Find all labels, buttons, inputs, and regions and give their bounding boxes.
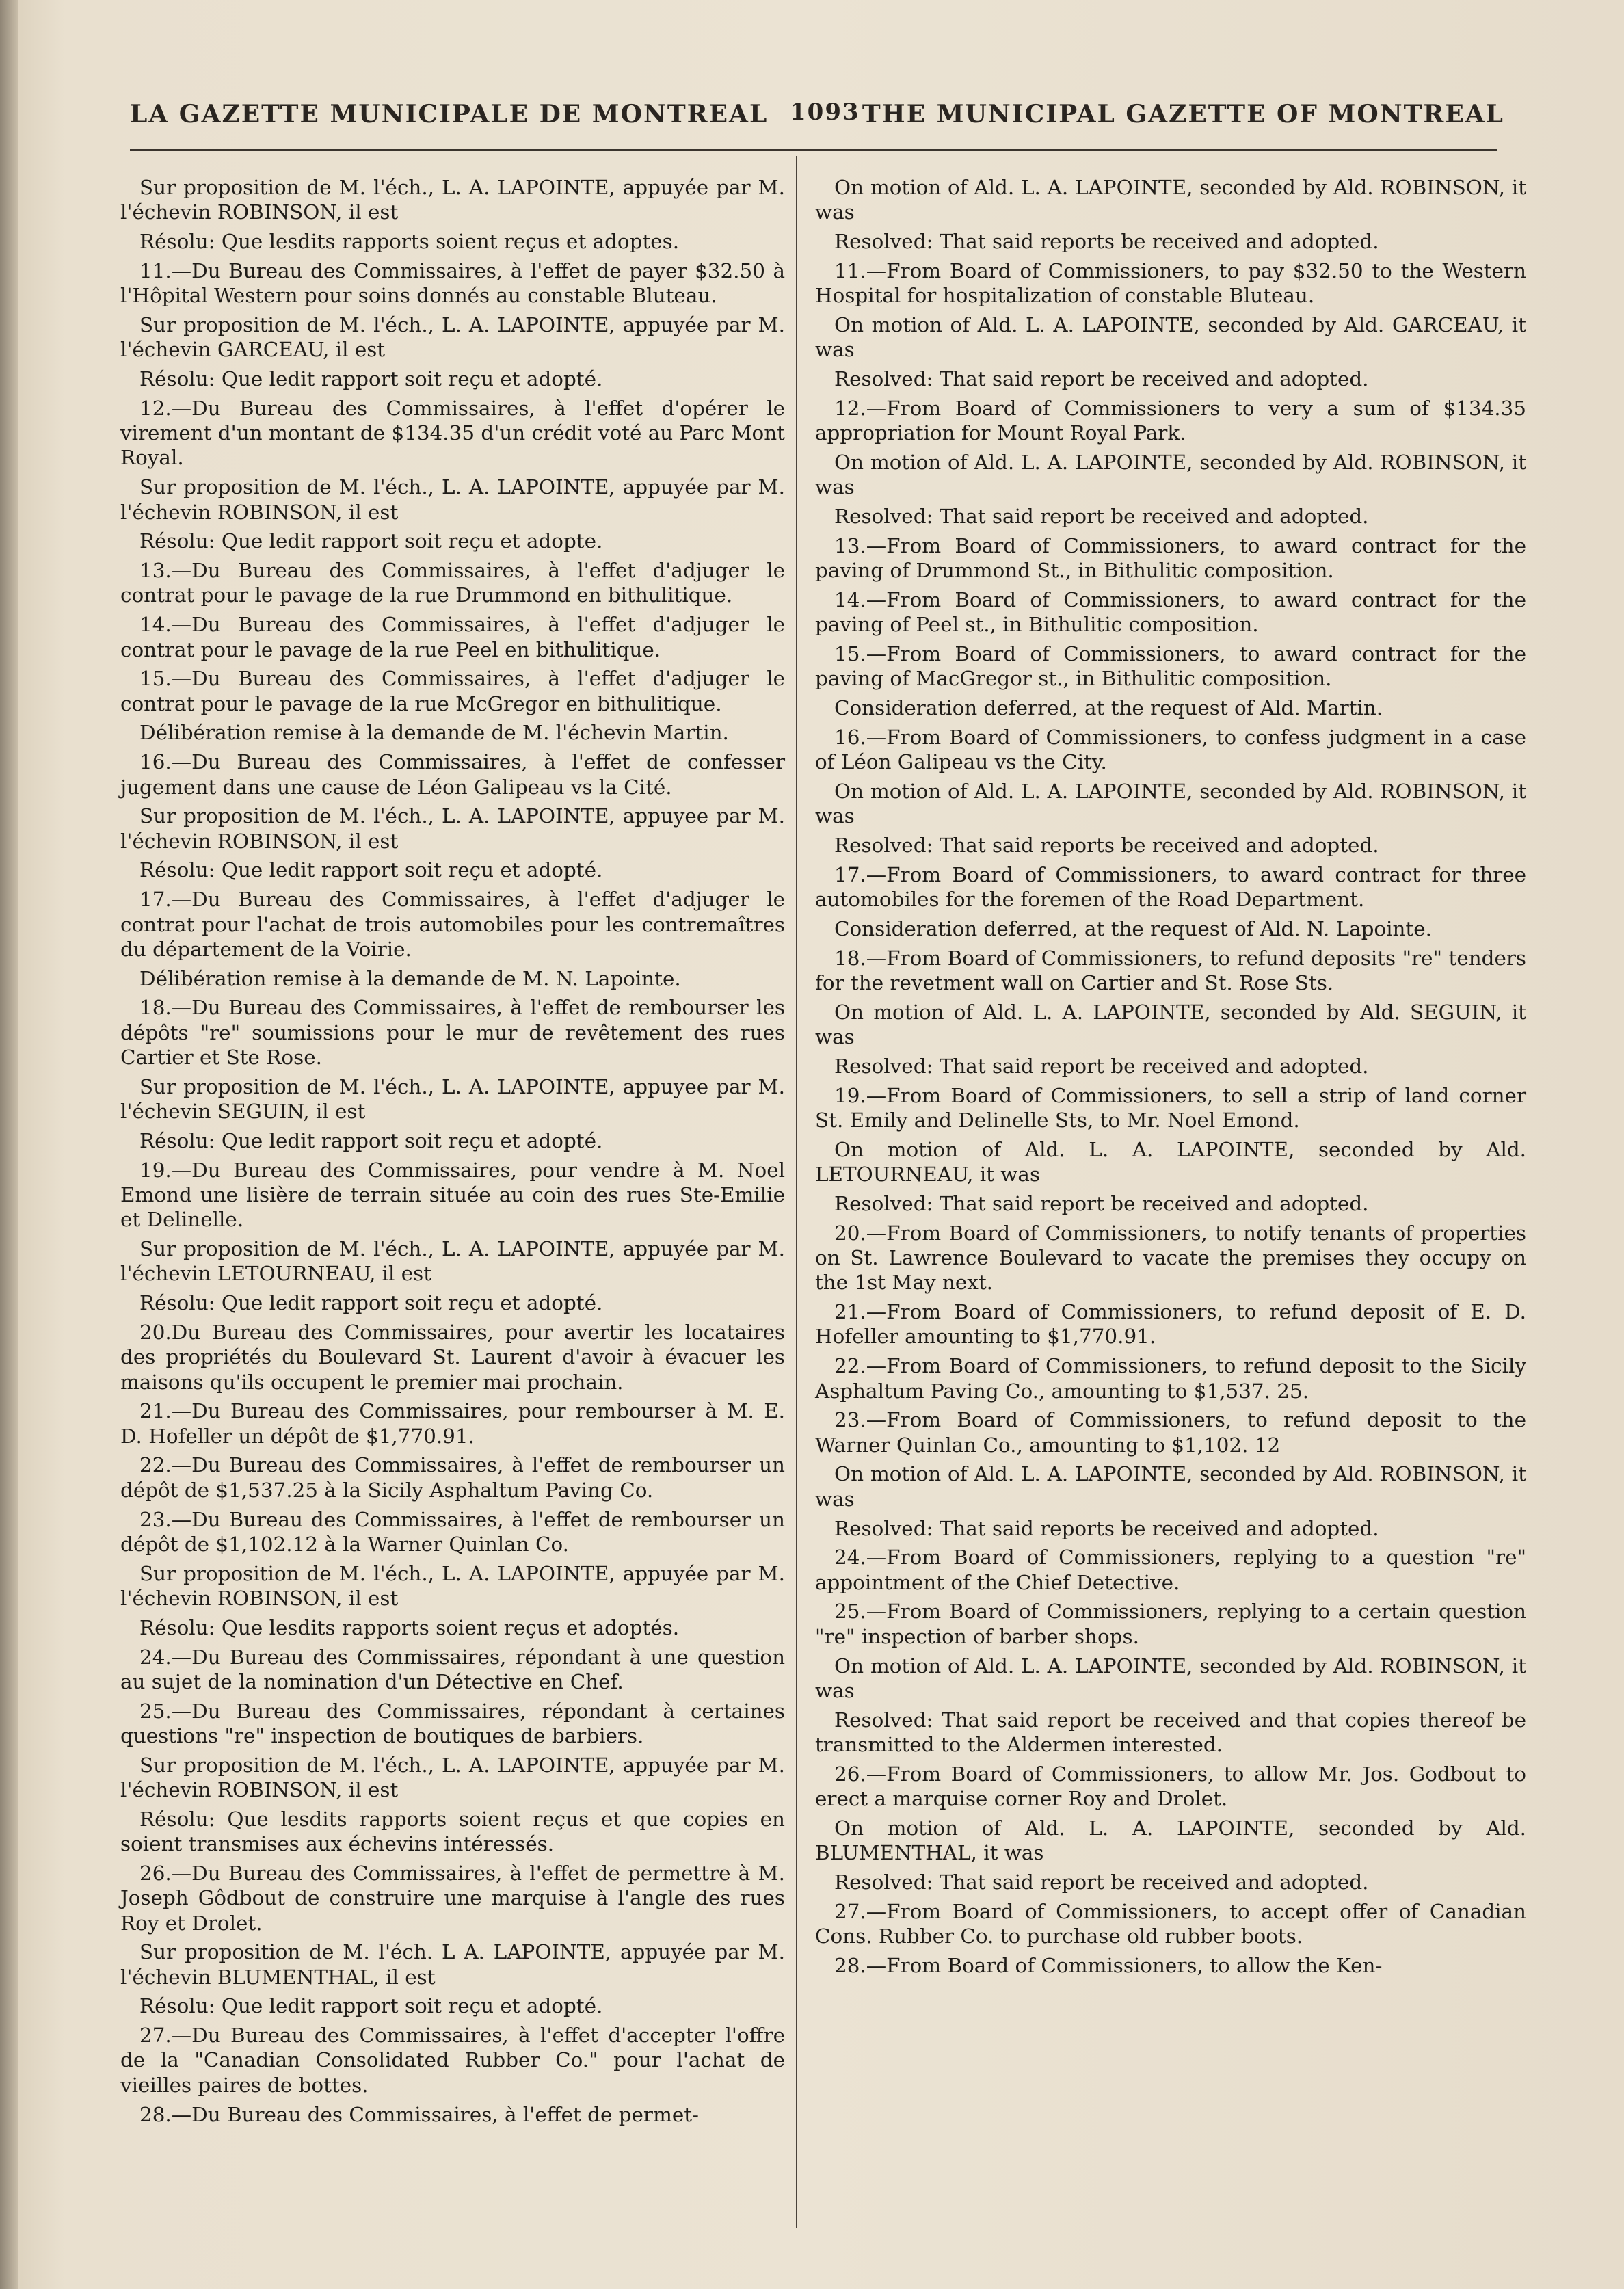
paragraph: Resolved: That said report be received and adopted. [834, 1191, 1369, 1215]
paragraph: Délibération remise à la demande de M. N. Lapointe. [139, 966, 681, 990]
paragraph: On motion of Ald. L. A. LAPOINTE, seconded by Ald. ROBINSON, it was [815, 1462, 1526, 1511]
paragraph: On motion of Ald. L. A. LAPOINTE, seconded by Ald. ROBINSON, it was [815, 780, 1526, 828]
paragraph: Resolved: That said reports be received and adopted. [834, 1516, 1379, 1540]
paragraph: 25.—From Board of Commissioners, replying to a certain question "re" inspection of barber shops. [815, 1600, 1526, 1648]
paragraph: Sur proposition de M. l'éch., L. A. LAPOINTE, appuyee par M. l'échevin ROBINSON, il est [120, 804, 785, 853]
paragraph: On motion of Ald. L. A. LAPOINTE, seconded by Ald. SEGUIN, it was [815, 1000, 1526, 1049]
paragraph: 25.—Du Bureau des Commissaires, répondant à certaines questions "re" inspection de boutiques de barbiers. [120, 1699, 785, 1747]
paragraph: On motion of Ald. L. A. LAPOINTE, seconded by Ald. ROBINSON, it was [815, 1654, 1526, 1702]
paragraph: 24.—From Board of Commissioners, replying to a question "re" appointment of the Chief Detective. [815, 1546, 1526, 1594]
paragraph: 12.—From Board of Commissioners to very a sum of $134.35 appropriation for Mount Royal Park. [815, 396, 1526, 445]
paragraph: Consideration deferred, at the request of Ald. Martin. [834, 696, 1383, 720]
paragraph: 14.—Du Bureau des Commissaires, à l'effet d'adjuger le contrat pour le pavage de la rue Peel en bithulitique. [120, 613, 785, 661]
paragraph: 16.—Du Bureau des Commissaires, à l'effet de confesser jugement dans une cause de Léon Galipeau vs la Cité. [120, 750, 785, 799]
paragraph: 17.—From Board of Commissioners, to award contract for three automobiles for the foremen of the Road Department. [815, 862, 1526, 912]
paragraph: Sur proposition de M. l'éch., L. A. LAPOINTE, appuyée par M. l'échevin ROBINSON, il est [120, 1561, 785, 1610]
paragraph: Sur proposition de M. l'éch., L. A. LAPOINTE, appuyée par M. l'échevin ROBINSON, il est [120, 176, 785, 224]
paragraph: Résolu: Que ledit rapport soit reçu et adopté. [139, 1994, 603, 2018]
paragraph: 26.—Du Bureau des Commissaires, à l'effet de permettre à M. Joseph Gôdbout de construire une marquise à l'angle des rues Roy et Drolet. [120, 1861, 785, 1935]
paragraph: On motion of Ald. L. A. LAPOINTE, seconded by Ald. ROBINSON, it was [815, 176, 1526, 224]
paragraph: Délibération remise à la demande de M. l'échevin Martin. [139, 721, 729, 745]
paragraph: 27.—From Board of Commissioners, to accept offer of Canadian Cons. Rubber Co. to purchase old rubber boots. [815, 1899, 1526, 1948]
page-binding-shadow [0, 0, 18, 2289]
paragraph: Consideration deferred, at the request of Ald. N. Lapointe. [834, 917, 1432, 941]
paragraph: Sur proposition de M. l'éch., L. A. LAPOINTE, appuyee par M. l'échevin SEGUIN, il est [120, 1074, 785, 1124]
english-column [815, 175, 1526, 1983]
paragraph: Résolu: Que ledit rapport soit reçu et adopté. [139, 858, 603, 882]
paragraph: Résolu: Que ledit rapport soit reçu et adopté. [139, 367, 603, 391]
header-title-french: LA GAZETTE MUNICIPALE DE MONTREAL [130, 100, 769, 129]
paragraph: 18.—Du Bureau des Commissaires, à l'effet de rembourser les dépôts "re" soumissions pour le mur de revêtement des rues Cartier et Ste Rose. [120, 996, 785, 1069]
page-number: 1093 [790, 98, 860, 126]
paragraph: Résolu: Que lesdits rapports soient reçus et adoptés. [139, 1615, 680, 1639]
paragraph: Resolved: That said report be received and adopted. [834, 1870, 1369, 1894]
paragraph: Resolved: That said report be received and adopted. [834, 1055, 1369, 1078]
paragraph: 23.—Du Bureau des Commissaires, à l'effet de rembourser un dépôt de $1,102.12 à la Warner Quinlan Co. [120, 1507, 785, 1556]
paragraph: Resolved: That said report be received and that copies thereof be transmitted to the Aldermen interested. [815, 1708, 1526, 1756]
header-title-english: THE MUNICIPAL GAZETTE OF MONTREAL [862, 100, 1504, 129]
paragraph: On motion of Ald. L. A. LAPOINTE, seconded by Ald. ROBINSON, it was [815, 450, 1526, 499]
paragraph: 22.—Du Bureau des Commissaires, à l'effet de rembourser un dépôt de $1,537.25 à la Sicily Asphaltum Paving Co. [120, 1453, 785, 1502]
page-header [130, 96, 1504, 137]
paragraph: 26.—From Board of Commissioners, to allow Mr. Jos. Godbout to erect a marquise corner Roy and Drolet. [815, 1762, 1526, 1811]
paragraph: 22.—From Board of Commissioners, to refund deposit to the Sicily Asphaltum Paving Co., amounting to $1,537. 25. [815, 1354, 1526, 1403]
paragraph: 20.Du Bureau des Commissaires, pour avertir les locataires des propriétés du Boulevard St. Laurent d'avoir à évacuer les maisons qu'ils occupent le premier mai prochain. [120, 1320, 785, 1394]
paragraph: 23.—From Board of Commissioners, to refund deposit to the Warner Quinlan Co., amounting to $1,102. 12 [815, 1408, 1526, 1457]
paragraph: Sur proposition de M. l'éch., L. A. LAPOINTE, appuyée par M. l'échevin ROBINSON, il est [120, 475, 785, 524]
paragraph: Résolu: Que ledit rapport soit reçu et adopté. [139, 1128, 603, 1152]
paragraph: 18.—From Board of Commissioners, to refund deposits "re" tenders for the revetment wall on Cartier and St. Rose Sts. [815, 946, 1526, 995]
paragraph: Résolu: Que lesdits rapports soient reçus et que copies en soient transmises aux échevins intéressés. [120, 1807, 785, 1856]
paragraph: Résolu: Que lesdits rapports soient reçus et adoptes. [139, 230, 680, 254]
paragraph: 11.—Du Bureau des Commissaires, à l'effet de payer $32.50 à l'Hôpital Western pour soins donnés au constable Bluteau. [120, 259, 785, 308]
paragraph: Resolved: That said reports be received and adopted. [834, 230, 1379, 254]
paragraph: 28.—Du Bureau des Commissaires, à l'effet de permet- [139, 2102, 699, 2126]
paragraph: 20.—From Board of Commissioners, to notify tenants of properties on St. Lawrence Boulevard to vacate the premises they occupy on the 1st May next. [815, 1221, 1526, 1295]
paragraph: 16.—From Board of Commissioners, to confess judgment in a case of Léon Galipeau vs the City. [815, 725, 1526, 774]
paragraph: Sur proposition de M. l'éch., L. A. LAPOINTE, appuyée par M. l'échevin GARCEAU, il est [120, 313, 785, 362]
column-divider [796, 156, 797, 2228]
paragraph: 19.—Du Bureau des Commissaires, pour vendre à M. Noel Emond une lisière de terrain située au coin des rues Ste-Emilie et Delinelle. [120, 1158, 785, 1232]
paragraph: Resolved: That said reports be received and adopted. [834, 834, 1379, 858]
paragraph: 17.—Du Bureau des Commissaires, à l'effet d'adjuger le contrat pour l'achat de trois automobiles pour les contremaîtres du département de la Voirie. [120, 888, 785, 961]
paragraph: 24.—Du Bureau des Commissaires, répondant à une question au sujet de la nomination d'un Détective en Chef. [120, 1645, 785, 1693]
paragraph: 15.—From Board of Commissioners, to award contract for the paving of MacGregor st., in Bithulitic composition. [815, 642, 1526, 691]
paragraph: 14.—From Board of Commissioners, to award contract for the paving of Peel st., in Bithulitic composition. [815, 587, 1526, 637]
paragraph: Sur proposition de M. l'éch., L. A. LAPOINTE, appuyée par M. l'échevin LETOURNEAU, il est [120, 1237, 785, 1286]
header-rule [130, 149, 1497, 151]
french-column [120, 175, 785, 2131]
paragraph: 28.—From Board of Commissioners, to allow the Ken- [834, 1953, 1383, 1977]
paragraph: 21.—From Board of Commissioners, to refund deposit of E. D. Hofeller amounting to $1,770.91. [815, 1300, 1526, 1349]
paragraph: Sur proposition de M. l'éch., L. A. LAPOINTE, appuyée par M. l'échevin ROBINSON, il est [120, 1753, 785, 1802]
paragraph: 27.—Du Bureau des Commissaires, à l'effet d'accepter l'offre de la "Canadian Consolidated Rubber Co." pour l'achat de vieilles paires de bottes. [120, 2024, 785, 2097]
paragraph: On motion of Ald. L. A. LAPOINTE, seconded by Ald. LETOURNEAU, it was [815, 1137, 1526, 1187]
paragraph: 21.—Du Bureau des Commissaires, pour rembourser à M. E. D. Hofeller un dépôt de $1,770.91. [120, 1399, 785, 1448]
paragraph: Sur proposition de M. l'éch. L A. LAPOINTE, appuyée par M. l'échevin BLUMENTHAL, il est [120, 1940, 785, 1989]
paragraph: On motion of Ald. L. A. LAPOINTE, seconded by Ald. BLUMENTHAL, it was [815, 1816, 1526, 1865]
paragraph: Resolved: That said report be received and adopted. [834, 505, 1369, 529]
paragraph: 12.—Du Bureau des Commissaires, à l'effet d'opérer le virement d'un montant de $134.35 d'un crédit voté au Parc Mont Royal. [120, 396, 785, 470]
paragraph: 19.—From Board of Commissioners, to sell a strip of land corner St. Emily and Delinelle Sts, to Mr. Noel Emond. [815, 1083, 1526, 1133]
paragraph: Résolu: Que ledit rapport soit reçu et adopte. [139, 529, 603, 553]
paragraph: 13.—From Board of Commissioners, to award contract for the paving of Drummond St., in Bithulitic composition. [815, 533, 1526, 583]
paragraph: Resolved: That said report be received and adopted. [834, 367, 1369, 391]
paragraph: 11.—From Board of Commissioners, to pay $32.50 to the Western Hospital for hospitalization of constable Bluteau. [815, 259, 1526, 308]
paragraph: On motion of Ald. L. A. LAPOINTE, seconded by Ald. GARCEAU, it was [815, 313, 1526, 362]
paragraph: 13.—Du Bureau des Commissaires, à l'effet d'adjuger le contrat pour le pavage de la rue Drummond en bithulitique. [120, 559, 785, 607]
paragraph: Résolu: Que ledit rapport soit reçu et adopté. [139, 1291, 603, 1315]
paragraph: 15.—Du Bureau des Commissaires, à l'effet d'adjuger le contrat pour le pavage de la rue McGregor en bithulitique. [120, 667, 785, 715]
